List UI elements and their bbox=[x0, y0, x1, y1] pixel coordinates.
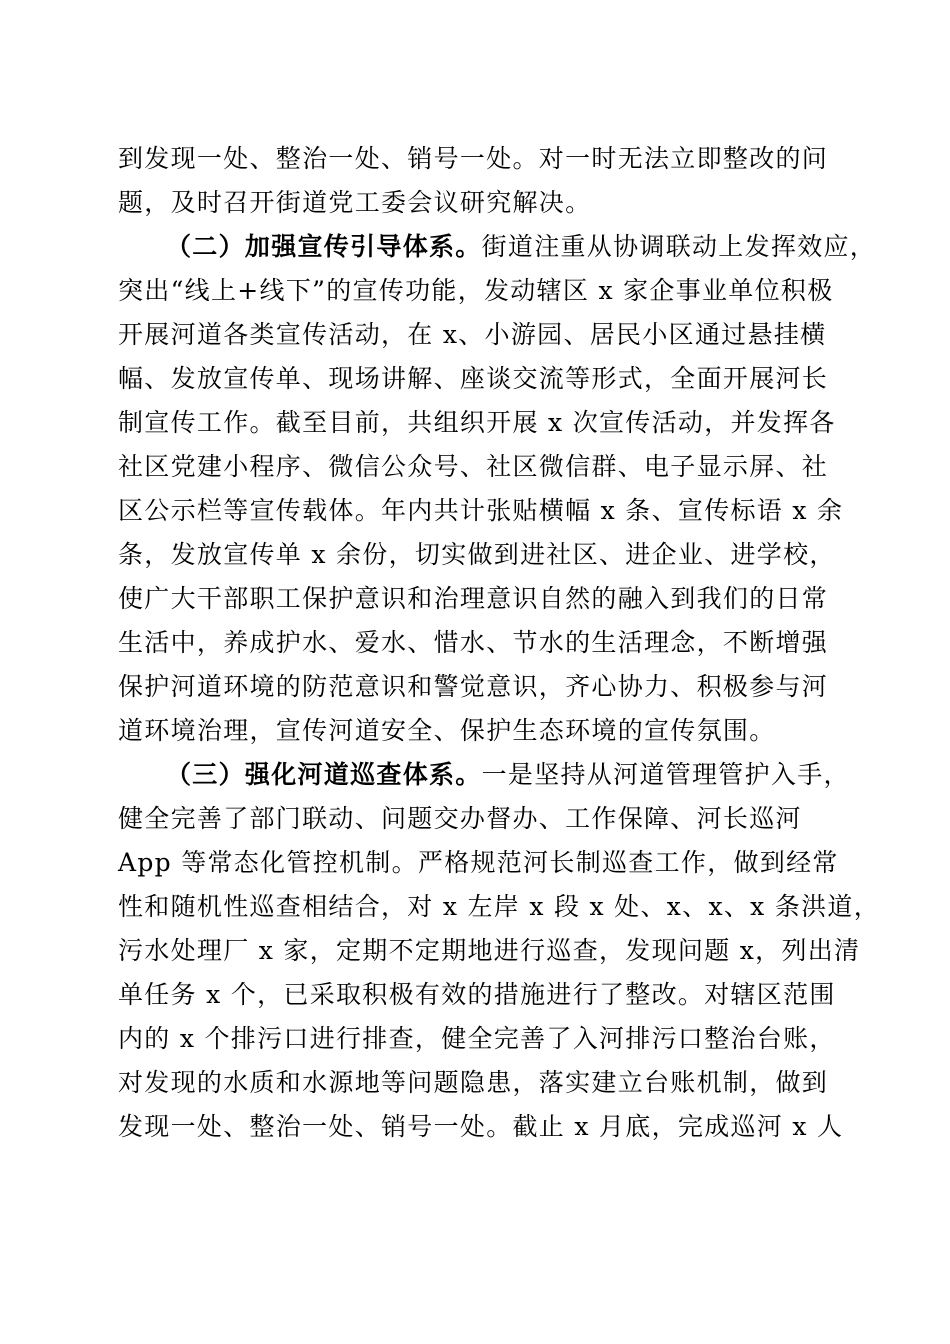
text-run: 条，发放宣传单 x 余份，切实做到进社区、进企业、进学校， bbox=[118, 540, 836, 569]
text-run: 社区党建小程序、微信公众号、社区微信群、电子显示屏、社 bbox=[118, 452, 829, 481]
text-run: 题，及时召开街道党工委会议研究解决。 bbox=[118, 188, 592, 217]
text-line bbox=[118, 709, 834, 753]
text-run: 到发现一处、整治一处、销号一处。对一时无法立即整改的问 bbox=[118, 144, 829, 173]
text-run: 开展河道各类宣传活动，在 x、小游园、居民小区通过悬挂横 bbox=[118, 320, 827, 349]
text-run: 发现一处、整治一处、销号一处。截止 x 月底，完成巡河 x 人 bbox=[118, 1112, 844, 1141]
text-run: 对发现的水质和水源地等问题隐患，落实建立台账机制，做到 bbox=[118, 1068, 829, 1097]
text-run: 使广大干部职工保护意识和治理意识自然的融入到我们的日常 bbox=[118, 584, 829, 613]
text-line bbox=[118, 841, 839, 885]
text-line bbox=[118, 665, 834, 709]
text-run: 幅、发放宣传单、现场讲解、座谈交流等形式，全面开展河长 bbox=[118, 364, 829, 393]
text-run: 区公示栏等宣传载体。年内共计张贴横幅 x 条、宣传标语 x 余 bbox=[118, 496, 844, 525]
document-body bbox=[118, 137, 881, 1149]
text-run: App 等常态化管控机制。严格规范河长制巡查工作，做到经常 bbox=[118, 848, 839, 877]
text-line bbox=[118, 401, 834, 445]
text-line bbox=[118, 753, 850, 797]
text-line bbox=[118, 973, 834, 1017]
text-line bbox=[118, 621, 834, 665]
text-line bbox=[118, 885, 881, 929]
text-run: 突出“线上+线下”的宣传功能，发动辖区 x 家企事业单位积极 bbox=[118, 276, 834, 305]
text-line bbox=[118, 1105, 844, 1149]
text-line bbox=[118, 489, 844, 533]
text-run: 一是坚持从河道管理管护入手， bbox=[481, 760, 850, 789]
text-line bbox=[118, 357, 834, 401]
text-run: 性和随机性巡查相结合，对 x 左岸 x 段 x 处、x、x、x 条洪道， bbox=[118, 892, 881, 921]
text-run: 内的 x 个排污口进行排查，健全完善了入河排污口整治台账， bbox=[118, 1024, 836, 1053]
section-heading: （三）强化河道巡查体系。 bbox=[166, 760, 482, 789]
text-line bbox=[118, 137, 834, 181]
text-line bbox=[118, 533, 834, 577]
text-line bbox=[118, 929, 861, 973]
text-line bbox=[118, 577, 834, 621]
text-run: 保护河道环境的防范意识和警觉意识，齐心协力、积极参与河 bbox=[118, 672, 829, 701]
text-line bbox=[118, 181, 834, 225]
text-line bbox=[118, 445, 834, 489]
text-line bbox=[118, 797, 834, 841]
text-line bbox=[118, 225, 877, 269]
text-run: 街道注重从协调联动上发挥效应， bbox=[481, 232, 877, 261]
text-run: 道环境治理，宣传河道安全、保护生态环境的宣传氛围。 bbox=[118, 716, 776, 745]
section-heading: （二）加强宣传引导体系。 bbox=[166, 232, 482, 261]
text-line bbox=[118, 313, 834, 357]
text-run: 健全完善了部门联动、问题交办督办、工作保障、河长巡河 bbox=[118, 804, 802, 833]
text-run: 生活中，养成护水、爱水、惜水、节水的生活理念，不断增强 bbox=[118, 628, 829, 657]
text-line bbox=[118, 1017, 834, 1061]
text-run: 制宣传工作。截至目前，共组织开展 x 次宣传活动，并发挥各 bbox=[118, 408, 836, 437]
text-run: 单任务 x 个，已采取积极有效的措施进行了整改。对辖区范围 bbox=[118, 980, 836, 1009]
text-line bbox=[118, 1061, 834, 1105]
text-line bbox=[118, 269, 834, 313]
text-run: 污水处理厂 x 家，定期不定期地进行巡查，发现问题 x，列出清 bbox=[118, 936, 861, 965]
